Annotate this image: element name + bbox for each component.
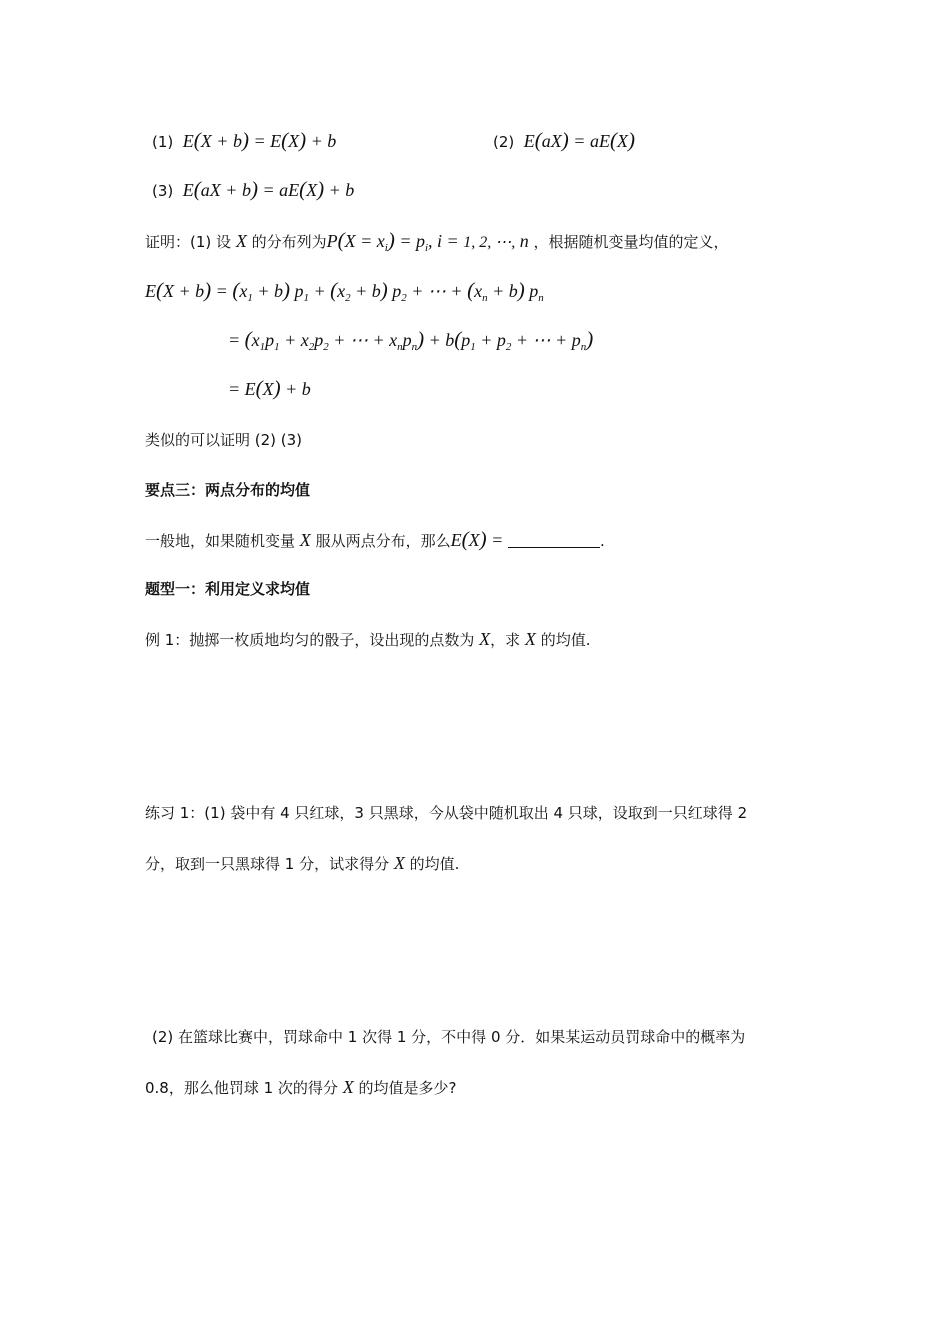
- proof-intro-start: 证明：(1) 设: [145, 233, 232, 251]
- exercise-1-line-2-start: 分，取到一只黑球得 1 分，试求得分: [145, 855, 390, 873]
- point3-text: 一般地，如果随机变量 X 服从两点分布，那么E(X) = .: [145, 527, 605, 551]
- exercise-2-line-2: 0.8，那么他罚球 1 次的得分 X 的均值是多少?: [145, 1077, 457, 1097]
- point3-text-end: .: [600, 532, 605, 550]
- property-3-label: (3): [152, 182, 174, 200]
- formula-1: E(X + b) = E(X) + b: [182, 128, 337, 152]
- proof-step-2: = ($x_1p_1 + x_2p_2$ + ⋯ + $x_np_n) + b(p_1 + p_2$ + ⋯ + $p_n$): [228, 327, 594, 353]
- exercise-1-line-1: 练习 1：(1) 袋中有 4 只红球，3 只黑球，今从袋中随机取出 4 只球，设取到一只红球得 2: [145, 804, 748, 822]
- property-1-label: (1): [152, 133, 174, 151]
- example-1-mid: ，求: [490, 631, 521, 649]
- example-1-end: 的均值.: [540, 631, 591, 649]
- proof-step-1: $E(X + b) = (x_1 + b) p_1 + (x_2 + b) p_2$ + ⋯ + $(x_n + b)$ $p_n$: [145, 278, 544, 304]
- exercise-2-line-1: (2) 在篮球比赛中，罚球命中 1 次得 1 分，不中得 0 分．如果某运动员罚球命中的概率为: [152, 1028, 746, 1046]
- exercise-2-line-2-start: 0.8，那么他罚球 1 次的得分: [145, 1079, 338, 1097]
- proof-intro: [145, 228, 728, 260]
- exercise-2-line-2-end: 的均值是多少?: [358, 1079, 457, 1097]
- proof-intro-end: ，根据随机变量均值的定义，: [533, 233, 729, 251]
- point3-heading: 要点三：两点分布的均值: [145, 481, 311, 499]
- similar-proof: 类似的可以证明 (2) (3): [145, 431, 303, 449]
- proof-intro-mid: 的分布列为: [251, 233, 327, 251]
- example-1-start: 例 1：抛掷一枚质地均匀的骰子，设出现的点数为: [145, 631, 475, 649]
- answer-blank[interactable]: [508, 531, 600, 548]
- var-x: X: [235, 231, 247, 251]
- distribution-formula: $P(X = x_i) = p_i$, i = 1, 2, ⋯, n: [326, 228, 529, 254]
- property-3: [152, 177, 354, 203]
- point3-text-mid: 服从两点分布，那么: [315, 532, 451, 550]
- type1-heading: 题型一：利用定义求均值: [145, 580, 311, 598]
- property-2: [493, 128, 635, 154]
- example-1: 例 1：抛掷一枚质地均匀的骰子，设出现的点数为 X，求 X 的均值.: [145, 629, 591, 649]
- formula-3: E(aX + b) = aE(X) + b: [182, 177, 355, 201]
- proof-step-3: = E(X) + b: [228, 376, 311, 400]
- exercise-1-line-2: 分，取到一只黑球得 1 分，试求得分 X 的均值.: [145, 853, 460, 873]
- formula-2: E(aX) = aE(X): [523, 128, 635, 152]
- exercise-1-line-2-end: 的均值.: [409, 855, 460, 873]
- point3-text-start: 一般地，如果随机变量: [145, 532, 296, 550]
- property-2-label: (2): [493, 133, 515, 151]
- property-1: [152, 128, 336, 154]
